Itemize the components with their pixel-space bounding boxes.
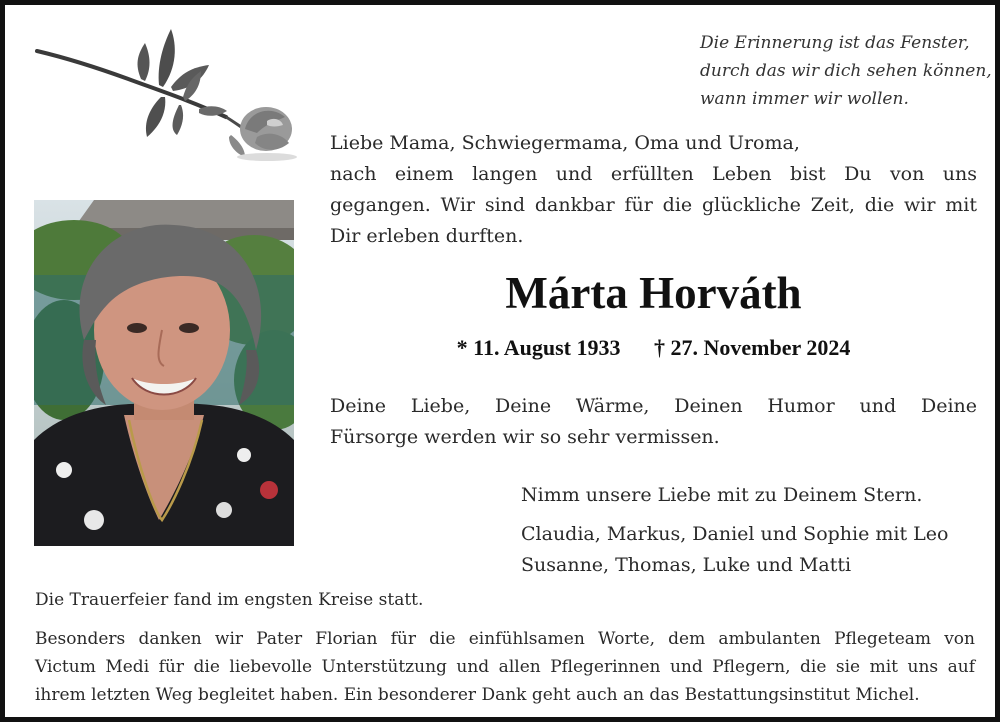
thanks-line: Victum Medi für die liebevolle Unterstützung und allen Pflegerinnen und Pflegern, die sie mit uns auf [35,657,975,677]
intro-text [330,128,977,252]
tribute-line: Deine Liebe, Deine Wärme, Deinen Humor und Deine [330,395,977,417]
family-line: Claudia, Markus, Daniel und Sophie mit Leo [521,523,949,545]
thanks-line: ihrem letzten Weg begleitet haben. Ein besonderer Dank geht auch an das Bestattungsinstitut Michel. [35,685,920,705]
life-dates [330,335,977,361]
family-line: Susanne, Thomas, Luke und Matti [521,554,852,576]
death-date: † 27. November 2024 [653,335,851,360]
portrait-illustration [34,200,294,546]
quote-line: wann immer wir wollen. [700,89,909,109]
tribute-line: Fürsorge werden wir so sehr vermissen. [330,426,720,448]
birth-date: * 11. August 1933 [456,335,621,360]
intro-line: nach einem langen und erfüllten Leben bist Du von uns [330,163,977,185]
intro-line: Dir erleben durften. [330,225,524,247]
thanks-text [35,625,975,709]
deceased-name: Márta Horváth [505,268,802,318]
memorial-quote [700,29,990,113]
intro-line: gegangen. Wir sind dankbar für die glückliche Zeit, die wir mit [330,194,977,216]
star-line: Nimm unsere Liebe mit zu Deinem Stern. [521,484,923,506]
family-signature [521,519,981,581]
greeting-line: Liebe Mama, Schwiegermama, Oma und Uroma, [330,132,800,154]
thanks-line: Besonders danken wir Pater Florian für die einfühlsamen Worte, dem ambulanten Pflegeteam von [35,629,975,649]
tribute-text [330,391,977,453]
funeral-note: Die Trauerfeier fand im engsten Kreise statt. [35,590,424,610]
quote-line: Die Erinnerung ist das Fenster, [700,33,970,53]
rose-icon [31,25,301,165]
quote-line: durch das wir dich sehen können, [700,61,992,81]
portrait-photo [34,200,294,546]
